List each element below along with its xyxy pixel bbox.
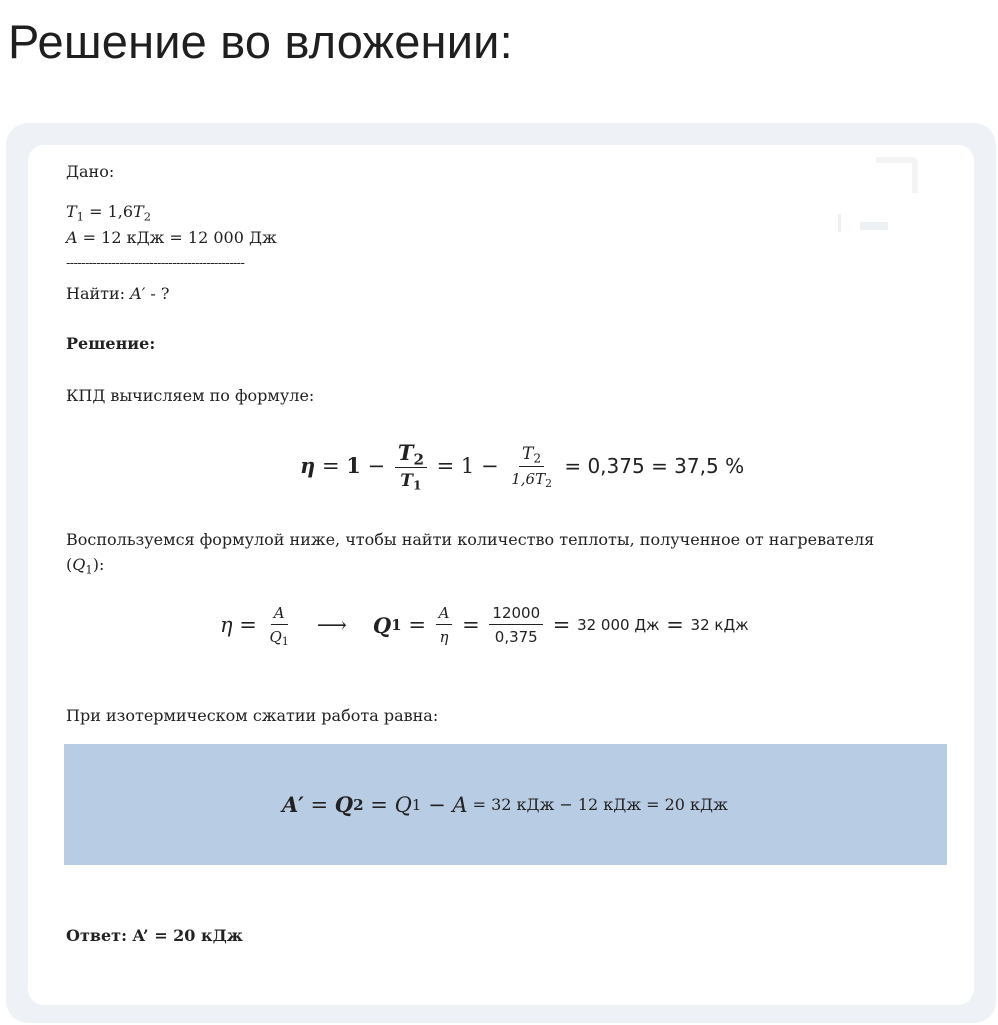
answer-line: Ответ: A’ = 20 кДж	[66, 926, 243, 945]
find-line: Найти: A′ - ?	[66, 284, 170, 303]
fraction-a-over-eta: $\frac{A}{\eta}$	[436, 604, 453, 646]
solution-label: Решение:	[66, 334, 156, 353]
efficiency-formula: η = 1 − $\frac{T_2}{T_1}$ = 1 − $\frac{T_2}{1,6T_2}$ = 0,375 = 37,5 %	[300, 440, 745, 493]
given-label: Дано:	[66, 162, 115, 181]
fraction-a-over-q1: $\frac{A}{Q_1}$	[269, 604, 289, 649]
watermark-decoration	[838, 214, 890, 232]
given-temperature-relation: $T_1 = 1,6T_2$	[66, 202, 152, 224]
fraction-t2-over-16t2: $\frac{T_2}{1,6T_2}$	[511, 443, 552, 491]
separator-line: -----------------------------------------------	[66, 256, 245, 271]
work-formula: A′ = Q 2 = Q 1 − A = 32 кДж − 12 кДж = 20 кДж	[282, 792, 728, 817]
heat-formula: η = $\frac{A}{Q_1}$ ⟶ Q 1 = $\frac{A}{\eta}$ = $\frac{12000}{0,375}$ = 32 000 Дж = 32 кДж	[220, 604, 749, 649]
heat-intro-line-1: Воспользуемся формулой ниже, чтобы найти количество теплоты, полученное от нагревателя	[66, 530, 875, 549]
page-heading: Решение во вложении:	[8, 15, 513, 68]
fraction-t2-over-t1: $\frac{T_2}{T_1}$	[395, 440, 427, 492]
fraction-12000-over-0375: $\frac{12000}{0,375}$	[489, 604, 543, 646]
attachment-image[interactable]	[28, 145, 974, 1005]
efficiency-intro: КПД вычисляем по формуле:	[66, 386, 315, 405]
corner-decoration	[876, 157, 918, 193]
given-work-value: A = 12 кДж = 12 000 Дж	[66, 228, 277, 247]
heat-intro-line-2: $(Q_1)$:	[66, 555, 105, 577]
isothermal-intro: При изотермическом сжатии работа равна:	[66, 706, 439, 725]
